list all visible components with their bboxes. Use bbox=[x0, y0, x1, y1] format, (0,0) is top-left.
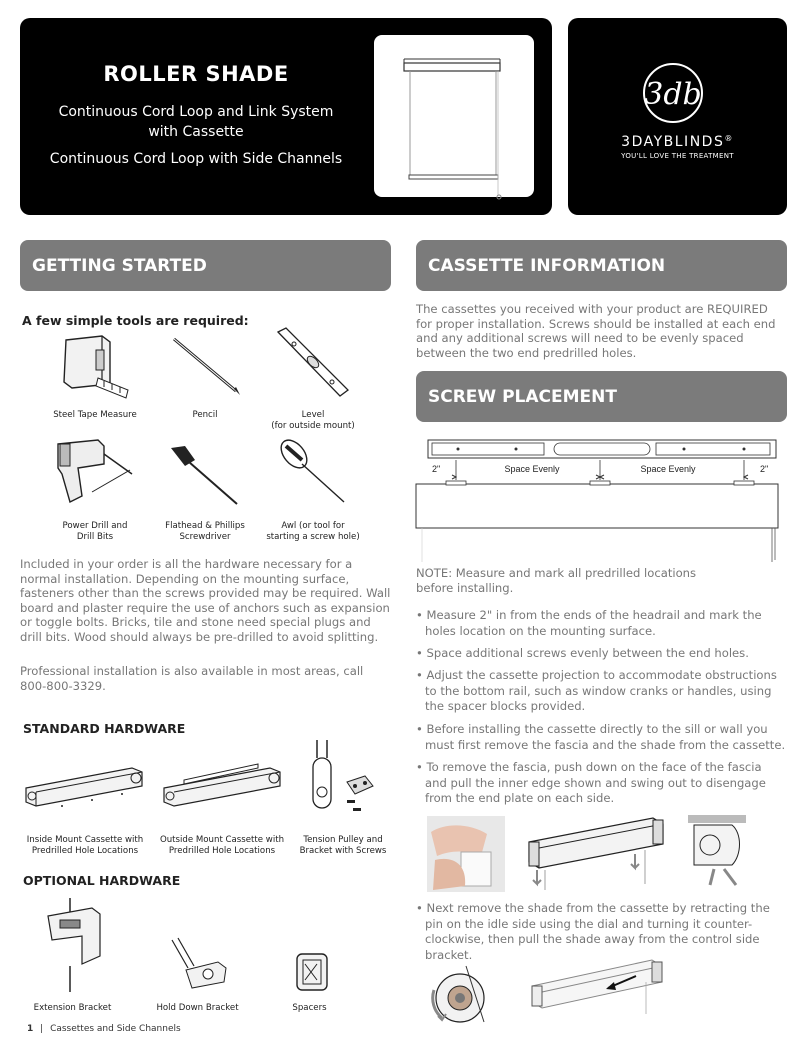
monogram-3db-icon bbox=[568, 18, 787, 215]
screw-note: NOTE: Measure and mark all predrilled locations before installing. bbox=[416, 566, 697, 595]
inside-mount-label: Inside Mount Cassette with Predrilled Hole Locations bbox=[26, 835, 144, 856]
tool-label-drill: Power Drill and Drill Bits bbox=[62, 521, 128, 542]
instruction-bullet-6: • Next remove the shade from the cassette by retracting the pin on the idle side using the dial and turning it counter-clockwise, then pull the shade away from the control side bracket. bbox=[416, 901, 770, 962]
dial-retract-pin-diagram bbox=[426, 962, 496, 1032]
pencil-icon bbox=[170, 335, 245, 395]
instruction-bullet-5: • To remove the fascia, push down on the face of the fascia and pull the inner edge shown and swing out to disengage from the end plate on each side. bbox=[416, 760, 766, 805]
instruction-bullet-4: • Before installing the cassette directly to the sill or wall you must first remove the fascia and the shade from the cassette. bbox=[416, 722, 786, 752]
screwdriver-icon bbox=[165, 442, 245, 512]
fascia-removal-photo bbox=[427, 816, 505, 892]
dim-space-evenly-2: Space Evenly bbox=[640, 464, 696, 474]
page-title: ROLLER SHADE bbox=[103, 62, 289, 86]
fascia-removal-diagram bbox=[525, 814, 670, 894]
spacers-icon bbox=[293, 950, 333, 994]
inside-mount-cassette-icon bbox=[22, 762, 150, 814]
shade-removal-diagram bbox=[528, 954, 668, 1016]
tool-label-tape: Steel Tape Measure bbox=[53, 410, 137, 420]
page-number: 1 bbox=[27, 1024, 34, 1034]
instruction-bullet-1: • Measure 2" in from the ends of the headrail and mark the holes location on the mounting surface. bbox=[416, 608, 762, 638]
cassette-info-text: The cassettes you received with your product are REQUIRED for proper installation. Screws should be installed at each end and any additional screws will need to be evenly spaced between the two end predrilled holes. bbox=[416, 302, 776, 360]
footer-text: Cassettes and Side Channels bbox=[50, 1024, 181, 1034]
roller-shade-icon bbox=[374, 35, 534, 197]
tape-measure-icon bbox=[58, 332, 138, 402]
instruction-bullet-3: • Adjust the cassette projection to accommodate obstructions to the bottom rail, such as window cranks or handles, using the spacer blocks provided. bbox=[416, 668, 777, 713]
standard-hardware-heading: STANDARD HARDWARE bbox=[23, 721, 186, 736]
cassette-info-heading: CASSETTE INFORMATION bbox=[416, 240, 787, 291]
dim-2in-left: 2" bbox=[432, 464, 441, 474]
outside-mount-label: Outside Mount Cassette with Predrilled Hole Locations bbox=[159, 835, 285, 856]
tension-pulley-label: Tension Pulley and Bracket with Screws bbox=[299, 835, 387, 856]
dim-space-evenly-1: Space Evenly bbox=[504, 464, 560, 474]
subtitle-side-channels: Continuous Cord Loop with Side Channels bbox=[49, 151, 343, 167]
instruction-bullet-2: • Space additional screws evenly between the end holes. bbox=[416, 646, 749, 660]
outside-mount-cassette-icon bbox=[160, 762, 288, 814]
tool-label-screwdriver: Flathead & Phillips Screwdriver bbox=[165, 521, 245, 542]
screw-placement-heading: SCREW PLACEMENT bbox=[416, 371, 787, 422]
screw-placement-diagram bbox=[416, 438, 788, 566]
getting-started-heading: GETTING STARTED bbox=[20, 240, 391, 291]
title-banner bbox=[20, 18, 552, 215]
optional-hardware-heading: OPTIONAL HARDWARE bbox=[23, 873, 181, 888]
spacers-label: Spacers bbox=[292, 1003, 327, 1013]
professional-install-paragraph: Professional installation is also available in most areas, call 800-800-3329. bbox=[20, 664, 364, 693]
end-plate-detail bbox=[688, 815, 748, 893]
brand-tagline: YOU'LL LOVE THE TREATMENT bbox=[621, 152, 734, 160]
hold-down-bracket-icon bbox=[162, 936, 234, 996]
hold-down-bracket-label: Hold Down Bracket bbox=[156, 1003, 239, 1013]
dim-2in-right: 2" bbox=[760, 464, 769, 474]
tool-label-awl: Awl (or tool for starting a screw hole) bbox=[266, 521, 360, 542]
page-footer: 1 | Cassettes and Side Channels bbox=[27, 1024, 181, 1034]
tool-label-pencil: Pencil bbox=[192, 410, 218, 420]
level-icon bbox=[272, 326, 352, 402]
extension-bracket-icon bbox=[42, 896, 108, 996]
brand-name: 3DAYBLINDS® bbox=[621, 134, 734, 150]
power-drill-icon bbox=[52, 434, 137, 514]
tool-label-level: Level (for outside mount) bbox=[271, 410, 355, 431]
tools-heading: A few simple tools are required: bbox=[22, 313, 249, 328]
hardware-paragraph: Included in your order is all the hardware necessary for a normal installation. Depending on the mounting surface, fasteners other than the screws provided may be required. Wall board and plaster require the use of anchors such as expansion or toggle bolts. Bricks, tile and stone need special plugs and drill bits. Wood should always be pre-drilled to avoid splitting. bbox=[20, 557, 391, 644]
roller-shade-illustration bbox=[374, 35, 534, 197]
extension-bracket-label: Extension Bracket bbox=[33, 1003, 112, 1013]
awl-icon bbox=[274, 436, 354, 510]
tension-pulley-icon bbox=[303, 738, 383, 828]
brand-logo bbox=[568, 18, 787, 215]
subtitle-cassette: Continuous Cord Loop and Link System with Cassette bbox=[58, 104, 334, 140]
monogram-text: 3db bbox=[644, 77, 702, 112]
